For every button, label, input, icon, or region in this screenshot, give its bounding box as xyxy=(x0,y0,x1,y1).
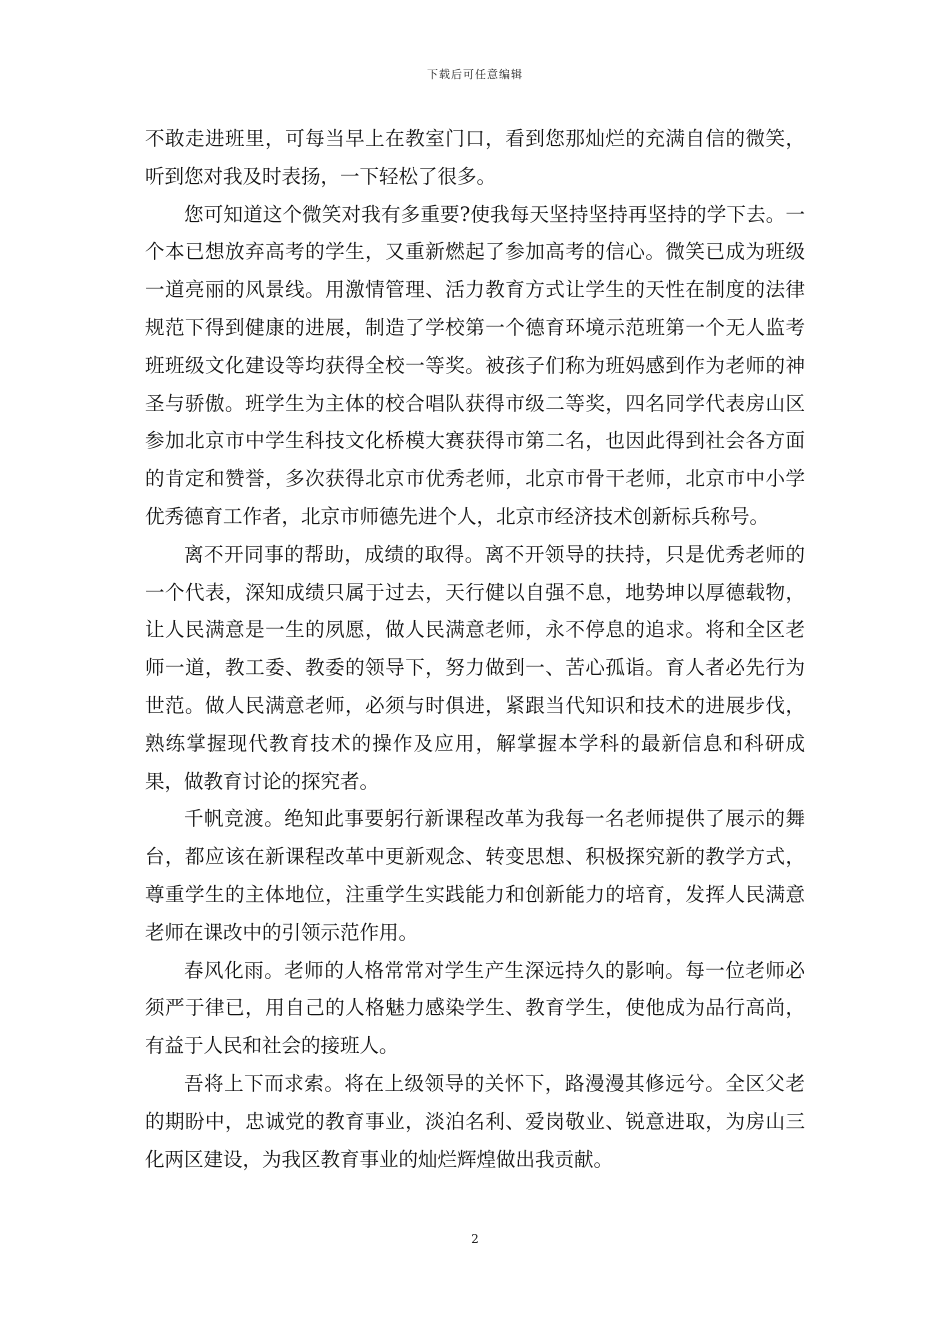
paragraph-4: 千帆竞渡。绝知此事要躬行新课程改革为我每一名老师提供了展示的舞台，都应该在新课程改革中更新观念、转变思想、积极探究新的教学方式，尊重学生的主体地位，注重学生实践能力和创新能力的培育，发挥人民满意老师在课改中的引领示范作用。 xyxy=(145,807,805,944)
document-body xyxy=(145,120,805,1178)
paragraph-5: 春风化雨。老师的人格常常对学生产生深远持久的影响。每一位老师必须严于律已，用自己的人格魅力感染学生、教育学生，使他成为品行高尚，有益于人民和社会的接班人。 xyxy=(145,958,805,1058)
paragraph-3: 离不开同事的帮助，成绩的取得。离不开领导的扶持，只是优秀老师的一个代表，深知成绩只属于过去，天行健以自强不息，地势坤以厚德载物，让人民满意是一生的夙愿，做人民满意老师，永不停息的追求。将和全区老师一道，教工委、教委的领导下，努力做到一、苦心孤诣。育人者必先行为世范。做人民满意老师，必须与时俱进，紧跟当代知识和技术的进展步伐，熟练掌握现代教育技术的操作及应用，解掌握本学科的最新信息和科研成果，做教育讨论的探究者。 xyxy=(145,542,805,793)
page-header: 下载后可任意编辑 xyxy=(427,68,523,81)
page-number: 2 xyxy=(471,1232,479,1246)
paragraph-6: 吾将上下而求索。将在上级领导的关怀下，路漫漫其修远兮。全区父老的期盼中，忠诚党的教育事业，淡泊名利、爱岗敬业、锐意进取，为房山三化两区建设，为我区教育事业的灿烂辉煌做出我贡献。 xyxy=(145,1071,805,1171)
paragraph-1: 不敢走进班里，可每当早上在教室门口，看到您那灿烂的充满自信的微笑，听到您对我及时表扬，一下轻松了很多。 xyxy=(145,127,805,188)
paragraph-2: 您可知道这个微笑对我有多重要?使我每天坚持坚持再坚持的学下去。一个本已想放弃高考的学生，又重新燃起了参加高考的信心。微笑已成为班级一道亮丽的风景线。用激情管理、活力教育方式让学生的天性在制度的法律规范下得到健康的进展，制造了学校第一个德育环境示范班第一个无人监考班班级文化建设等均获得全校一等奖。被孩子们称为班妈感到作为老师的神圣与骄傲。班学生为主体的校合唱队获得市级二等奖，四名同学代表房山区参加北京市中学生科技文化桥模大赛获得市第二名，也因此得到社会各方面的肯定和赞誉，多次获得北京市优秀老师，北京市骨干老师，北京市中小学优秀德育工作者，北京市师德先进个人，北京市经济技术创新标兵称号。 xyxy=(145,202,805,528)
